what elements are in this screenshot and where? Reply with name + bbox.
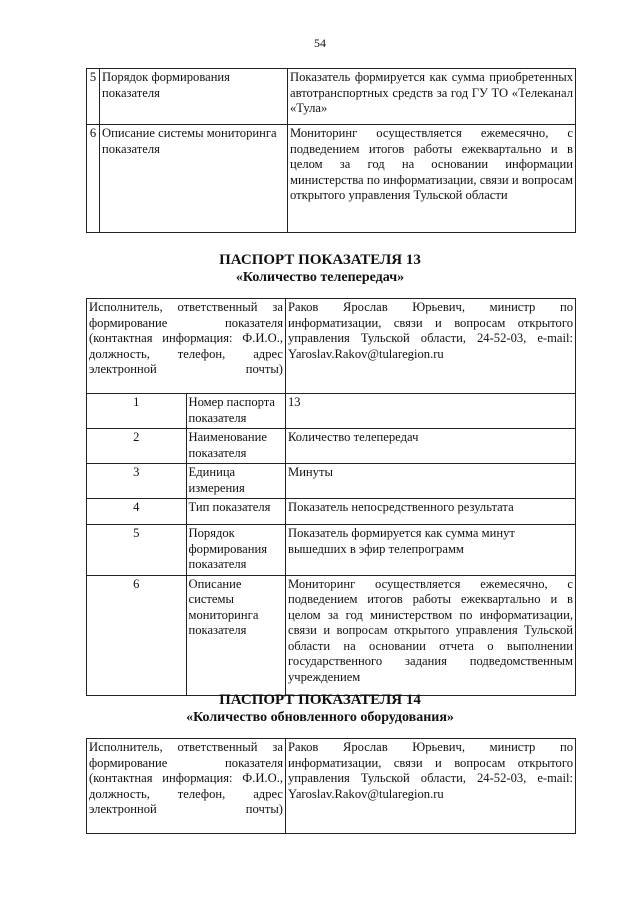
passport-13-subtitle: «Количество телепередач» bbox=[235, 270, 405, 285]
passport-13-table bbox=[86, 298, 576, 696]
row-number: 5 bbox=[87, 525, 187, 576]
table-row bbox=[87, 429, 576, 464]
continuation-table bbox=[86, 68, 576, 233]
row-value: Показатель непосредственного результата bbox=[286, 499, 576, 525]
row-number: 3 bbox=[87, 464, 187, 499]
row-number: 5 bbox=[87, 69, 100, 125]
row-number: 4 bbox=[87, 499, 187, 525]
passport-13-title: ПАСПОРТ ПОКАЗАТЕЛЯ 13 bbox=[219, 252, 421, 268]
row-label: Описание системы мониторинга показателя bbox=[186, 575, 286, 695]
row-label: Тип показателя bbox=[186, 499, 286, 525]
row-label: Единица измерения bbox=[186, 464, 286, 499]
table-row bbox=[87, 69, 576, 125]
row-label: Описание системы мониторинга показателя bbox=[100, 125, 288, 233]
executor-row bbox=[87, 739, 576, 834]
row-number: 6 bbox=[87, 575, 187, 695]
row-value: Мониторинг осуществляется ежемесячно, с подведением итогов работы ежеквартально и в целом за год министерством по информатизации, связи и вопросам открытого управления Тульской области на основании отчета о выполнении государственного задания подведомственным учреждением bbox=[286, 575, 576, 695]
row-value: Показатель формируется как сумма минут вышедших в эфир телепрограмм bbox=[286, 525, 576, 576]
row-value: 13 bbox=[286, 394, 576, 429]
row-label: Наименование показателя bbox=[186, 429, 286, 464]
row-value: Количество телепередач bbox=[286, 429, 576, 464]
executor-label: Исполнитель, ответственный за формирование показателя (контактная информация: Ф.И.О., должность, телефон, адрес электронной почты) bbox=[87, 739, 286, 834]
row-label: Порядок формирования показателя bbox=[186, 525, 286, 576]
executor-value: Раков Ярослав Юрьевич, министр по информатизации, связи и вопросам открытого управления Тульской области, 24-52-03, e-mail: Yaroslav.Rakov@tularegion.ru bbox=[286, 299, 576, 394]
row-number: 1 bbox=[87, 394, 187, 429]
row-number: 6 bbox=[87, 125, 100, 233]
row-label: Порядок формирования показателя bbox=[100, 69, 288, 125]
row-value: Мониторинг осуществляется ежемесячно, с подведением итогов работы ежеквартально и в целом за год на основании информации министерства по информатизации, связи и вопросам открытого управления Тульской области bbox=[288, 125, 576, 233]
executor-value: Раков Ярослав Юрьевич, министр по информатизации, связи и вопросам открытого управления Тульской области, 24-52-03, e-mail: Yaroslav.Rakov@tularegion.ru bbox=[286, 739, 576, 834]
table-row bbox=[87, 125, 576, 233]
table-row bbox=[87, 575, 576, 695]
page-number: 54 bbox=[314, 36, 326, 50]
table-row bbox=[87, 394, 576, 429]
passport-14-heading bbox=[0, 692, 640, 726]
executor-label: Исполнитель, ответственный за формирование показателя (контактная информация: Ф.И.О., должность, телефон, адрес электронной почты) bbox=[87, 299, 286, 394]
passport-14-title: ПАСПОРТ ПОКАЗАТЕЛЯ 14 bbox=[219, 692, 421, 708]
row-value: Минуты bbox=[286, 464, 576, 499]
table-row bbox=[87, 464, 576, 499]
table-row bbox=[87, 525, 576, 576]
table-row bbox=[87, 499, 576, 525]
passport-14-table bbox=[86, 738, 576, 834]
passport-13-heading bbox=[0, 252, 640, 286]
row-number: 2 bbox=[87, 429, 187, 464]
row-label: Номер паспорта показателя bbox=[186, 394, 286, 429]
row-value: Показатель формируется как сумма приобретенных автотранспортных средств за год ГУ ТО «Телеканал «Тула» bbox=[288, 69, 576, 125]
passport-14-subtitle: «Количество обновленного оборудования» bbox=[186, 710, 454, 725]
executor-row bbox=[87, 299, 576, 394]
